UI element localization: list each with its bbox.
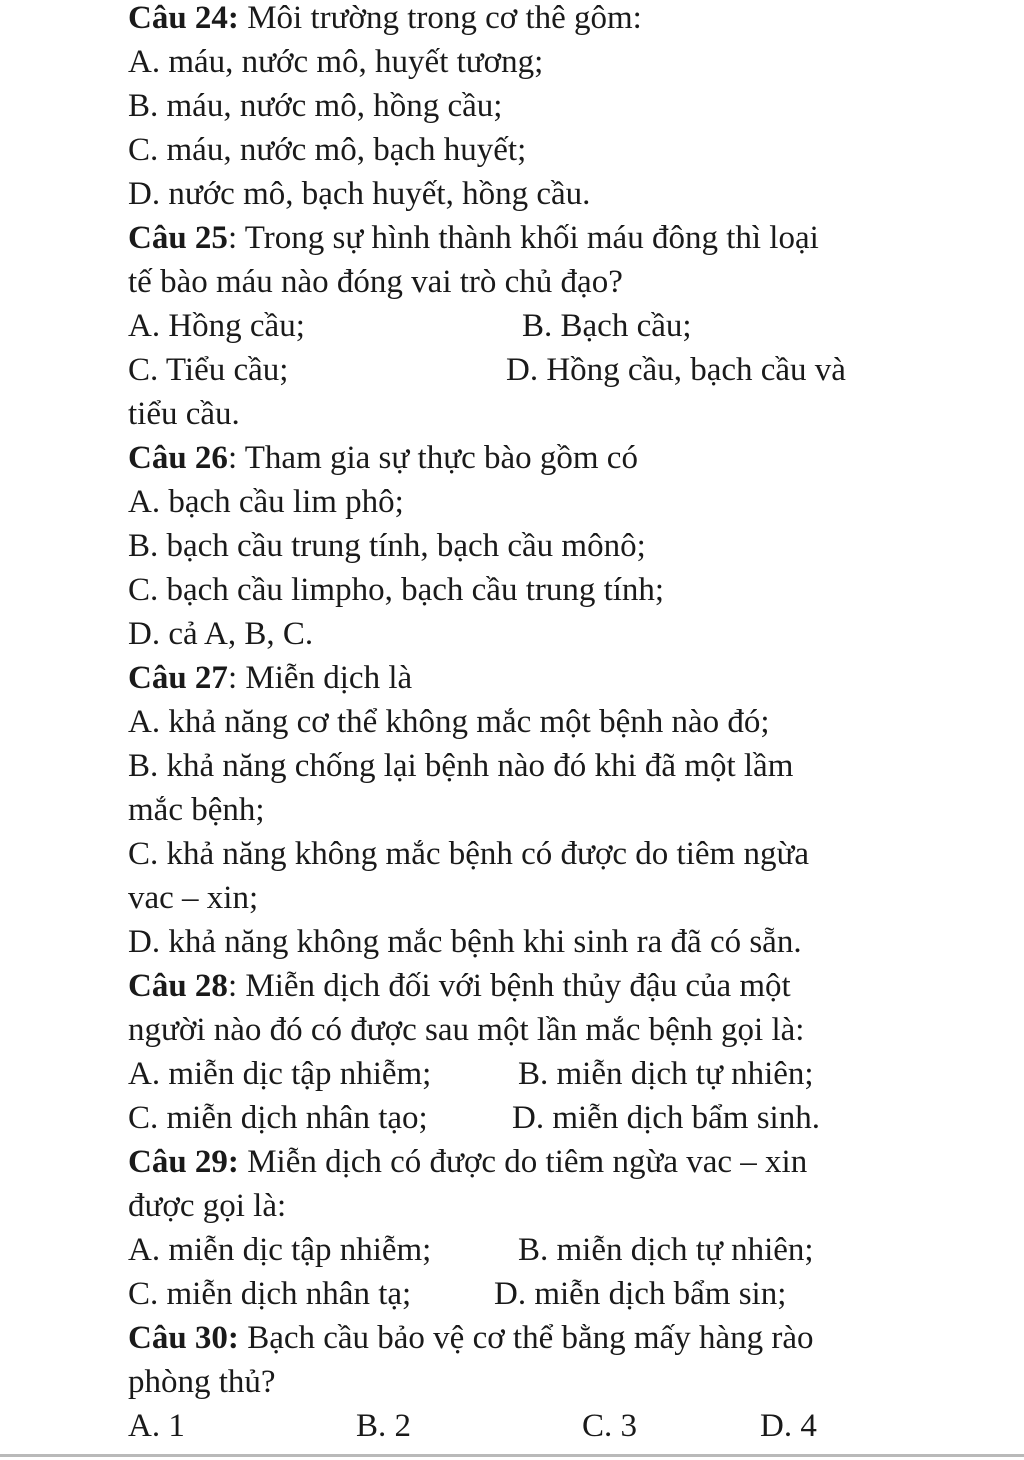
question-stem: : Tham gia sự thực bào gồm có (227, 440, 638, 476)
question-stem: Môi trường trong cơ thê gôm: (238, 0, 642, 36)
option: A. 1 (128, 1408, 185, 1444)
option: B. khả năng chống lại bệnh nào đó khi đã một lầm (128, 748, 794, 784)
option-continued: tiểu cầu. (128, 396, 240, 432)
option: B. miễn dịch tự nhiên; (518, 1232, 814, 1268)
option: A. miễn dịc tập nhiễm; (128, 1056, 432, 1092)
question-27 (128, 658, 412, 698)
question-stem: : Miễn dịch là (227, 660, 413, 696)
question-number: Câu 28 (128, 968, 228, 1004)
question-number: Câu 30: (128, 1320, 239, 1356)
question-25 (128, 218, 819, 258)
question-stem: Miễn dịch có được do tiêm ngừa vac – xin (238, 1144, 808, 1180)
option: C. miễn dịch nhân tạo; (128, 1100, 428, 1136)
question-number: Câu 24: (128, 0, 239, 36)
option: A. khả năng cơ thể không mắc một bệnh nào đó; (128, 704, 770, 740)
question-number: Câu 27 (128, 660, 228, 696)
question-24 (128, 0, 642, 38)
question-stem: : Miễn dịch đối với bệnh thủy đậu của một (227, 968, 791, 1004)
option: D. Hồng cầu, bạch cầu và (506, 352, 846, 388)
option: B. 2 (356, 1408, 412, 1444)
option-continued: mắc bệnh; (128, 792, 265, 828)
option: A. miễn dịc tập nhiễm; (128, 1232, 432, 1268)
option: D. khả năng không mắc bệnh khi sinh ra đã có sẵn. (128, 924, 802, 960)
option: D. miễn dịch bẩm sin; (494, 1276, 787, 1312)
option: C. khả năng không mắc bệnh có được do tiêm ngừa (128, 836, 809, 872)
option-continued: vac – xin; (128, 880, 259, 916)
question-stem-continued: phòng thủ? (128, 1364, 276, 1400)
question-stem-continued: người nào đó có được sau một lần mắc bệnh gọi là: (128, 1012, 805, 1048)
page-bottom-divider (0, 1454, 1024, 1457)
option: C. bạch cầu limpho, bạch cầu trung tính; (128, 572, 665, 608)
option: D. cả A, B, C. (128, 616, 314, 652)
option: B. Bạch cầu; (522, 308, 692, 344)
option: B. bạch cầu trung tính, bạch cầu mônô; (128, 528, 646, 564)
question-number: Câu 26 (128, 440, 228, 476)
option: C. 3 (582, 1408, 638, 1444)
option: B. miễn dịch tự nhiên; (518, 1056, 814, 1092)
question-number: Câu 25 (128, 220, 228, 256)
question-29 (128, 1142, 807, 1182)
question-stem-continued: được gọi là: (128, 1188, 287, 1224)
question-stem: : Trong sự hình thành khối máu đông thì loại (227, 220, 819, 256)
option: D. miễn dịch bẩm sinh. (512, 1100, 820, 1136)
option: A. bạch cầu lim phô; (128, 484, 404, 520)
question-28 (128, 966, 791, 1006)
option: D. 4 (760, 1408, 817, 1444)
option: C. miễn dịch nhân tạ; (128, 1276, 412, 1312)
option: C. máu, nước mô, bạch huyết; (128, 132, 527, 168)
option: C. Tiểu cầu; (128, 352, 289, 388)
question-26 (128, 438, 638, 478)
question-stem-continued: tế bào máu nào đóng vai trò chủ đạo? (128, 264, 623, 300)
option: A. máu, nước mô, huyết tương; (128, 44, 544, 80)
question-number: Câu 29: (128, 1144, 239, 1180)
option: A. Hồng cầu; (128, 308, 305, 344)
question-30 (128, 1318, 814, 1358)
option: D. nước mô, bạch huyết, hồng cầu. (128, 176, 591, 212)
option: B. máu, nước mô, hồng cầu; (128, 88, 503, 124)
question-stem: Bạch cầu bảo vệ cơ thể bằng mấy hàng rào (238, 1320, 814, 1356)
